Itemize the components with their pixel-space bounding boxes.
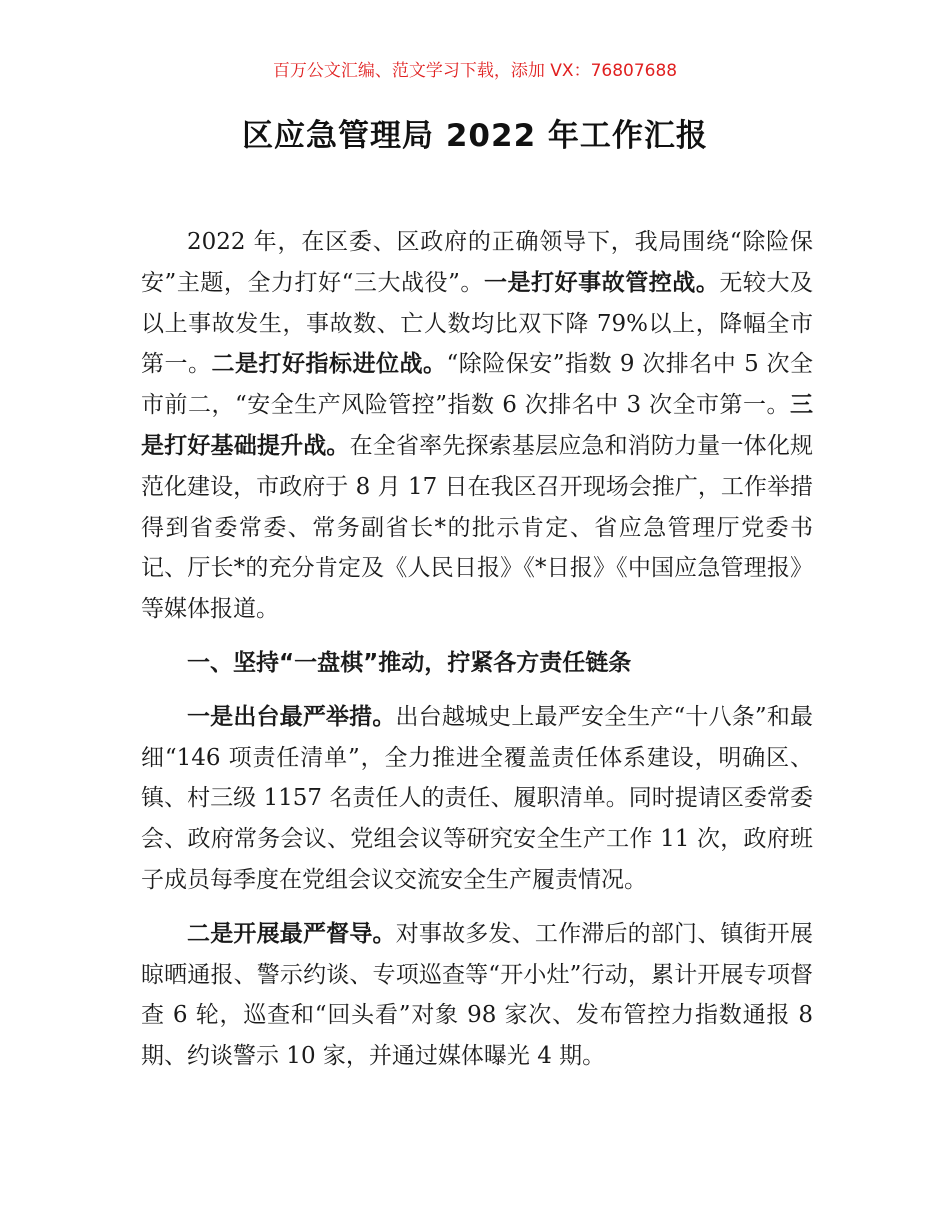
intro-text-3: “除险保安”指数 9 次排名中 5 次全市前二，“安全生产风险管控”指数 6 次排名中 3 次全市第一。 — [141, 351, 814, 419]
intro-text-1: 2022 年，在区委、区政府的正确领导下，我局围绕“除险保安”主题，全力打好“三大战役”。 — [141, 229, 813, 296]
section-paragraph-2 — [141, 914, 813, 1077]
paragraph-1-lead: 一是出台最严举措。 — [187, 703, 396, 730]
section-heading: 一、坚持“一盘棋”推动，拧紧各方责任链条 — [187, 649, 632, 676]
intro-bold-1: 一是打好事故管控战。 — [483, 269, 720, 296]
intro-paragraph — [141, 222, 813, 630]
intro-bold-3: 三是打好基础提升战。 — [141, 392, 813, 459]
paragraph-2-lead: 二是开展最严督导。 — [187, 920, 396, 947]
intro-text-2: 无较大及以上事故发生，事故数、亡人数均比双下降 79%以上，降幅全市第一。 — [141, 269, 814, 378]
watermark-text: 百万公文汇编、范文学习下载，添加 VX：76807688 — [272, 61, 678, 81]
document-title: 区应急管理局 2022 年工作汇报 — [242, 118, 708, 154]
intro-text-4: 在全省率先探索基层应急和消防力量一体化规范化建设，市政府于 8 月 17 日在我区召开现场会推广，工作举措得到省委常委、常务副省长*的批示肯定、省应急管理厅党委书记、厅长*的充分肯定及《人民日报》《*日报》《中国应急管理报》等媒体报道。 — [141, 432, 814, 623]
section-paragraph-1 — [141, 697, 813, 901]
paragraph-2-text: 对事故多发、工作滞后的部门、镇街开展晾晒通报、警示约谈、专项巡查等“开小灶”行动，累计开展专项督查 6 轮，巡查和“回头看”对象 98 家次、发布管控力指数通报 8 期、约谈警示 10 家，并通过媒体曝光 4 期。 — [141, 920, 814, 1070]
document-body — [141, 222, 813, 1077]
paragraph-1-text: 出台越城史上最严安全生产“十八条”和最细“146 项责任清单”，全力推进全覆盖责任体系建设，明确区、镇、村三级 1157 名责任人的责任、履职清单。同时提请区委常委会、政府常务会议、党组会议等研究安全生产工作 11 次，政府班子成员每季度在党组会议交流安全生产履责情况。 — [141, 703, 813, 893]
intro-bold-2: 二是打好指标进位战。 — [211, 351, 447, 378]
